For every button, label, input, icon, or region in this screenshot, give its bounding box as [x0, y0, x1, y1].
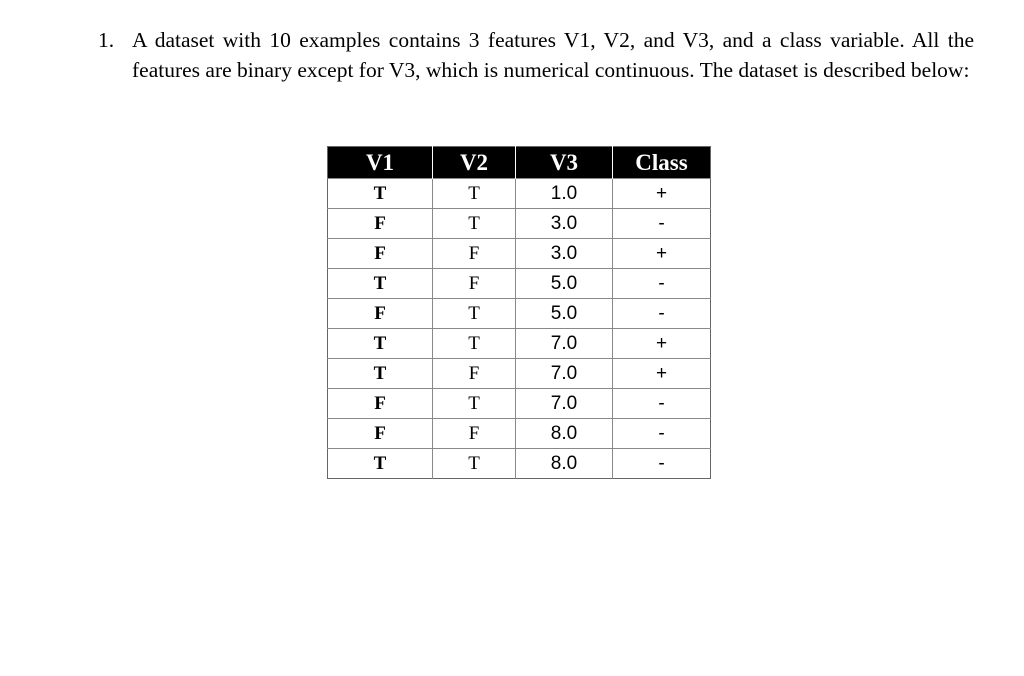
cell-v2: T [433, 299, 516, 329]
cell-v2: F [433, 239, 516, 269]
table-row [328, 389, 711, 419]
table-row [328, 269, 711, 299]
cell-v2: T [433, 449, 516, 479]
header-v1: V1 [328, 147, 433, 179]
cell-v3: 1.0 [516, 179, 613, 209]
table-row [328, 209, 711, 239]
cell-v1: T [328, 449, 433, 479]
table-row [328, 449, 711, 479]
cell-v1: F [328, 209, 433, 239]
table-row [328, 419, 711, 449]
cell-v1: F [328, 419, 433, 449]
cell-class: - [613, 449, 711, 479]
question-text: A dataset with 10 examples contains 3 features V1, V2, and V3, and a class variable. All the features are binary except for V3, which is numerical continuous. The dataset is described below: [132, 28, 974, 82]
cell-v2: F [433, 269, 516, 299]
cell-v3: 3.0 [516, 239, 613, 269]
cell-v1: T [328, 269, 433, 299]
cell-class: + [613, 239, 711, 269]
cell-v2: T [433, 179, 516, 209]
table-row [328, 299, 711, 329]
header-class: Class [613, 147, 711, 179]
cell-class: - [613, 389, 711, 419]
cell-v2: F [433, 359, 516, 389]
cell-class: - [613, 209, 711, 239]
cell-v3: 5.0 [516, 299, 613, 329]
table-row [328, 179, 711, 209]
cell-v2: T [433, 209, 516, 239]
question-number: 1. [98, 28, 115, 52]
header-v3: V3 [516, 147, 613, 179]
table-row [328, 329, 711, 359]
question-block [98, 26, 974, 85]
cell-class: + [613, 179, 711, 209]
cell-v2: T [433, 389, 516, 419]
cell-v3: 5.0 [516, 269, 613, 299]
table-row [328, 239, 711, 269]
cell-v3: 8.0 [516, 449, 613, 479]
cell-v2: F [433, 419, 516, 449]
cell-v1: F [328, 299, 433, 329]
cell-v1: T [328, 359, 433, 389]
table-row [328, 359, 711, 389]
cell-v3: 3.0 [516, 209, 613, 239]
dataset-table [327, 146, 711, 479]
cell-class: + [613, 359, 711, 389]
cell-class: + [613, 329, 711, 359]
table-body [328, 179, 711, 479]
cell-class: - [613, 419, 711, 449]
table-header-row [328, 147, 711, 179]
cell-class: - [613, 269, 711, 299]
cell-v1: T [328, 179, 433, 209]
cell-v3: 8.0 [516, 419, 613, 449]
header-v2: V2 [433, 147, 516, 179]
cell-v2: T [433, 329, 516, 359]
cell-v3: 7.0 [516, 329, 613, 359]
cell-v3: 7.0 [516, 359, 613, 389]
cell-v3: 7.0 [516, 389, 613, 419]
cell-v1: F [328, 239, 433, 269]
cell-v1: T [328, 329, 433, 359]
cell-v1: F [328, 389, 433, 419]
cell-class: - [613, 299, 711, 329]
